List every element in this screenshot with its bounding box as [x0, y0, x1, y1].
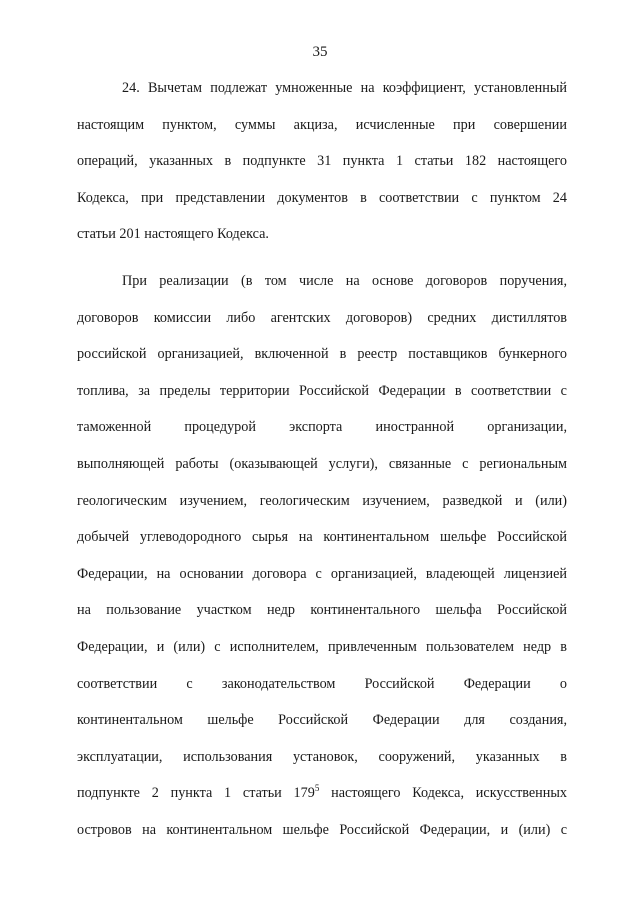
text-line: геологическим изучением, геологическим изучением, разведкой и (или): [77, 492, 567, 509]
text-line: настоящим пунктом, суммы акциза, исчисленные при совершении: [77, 116, 567, 133]
text-line: статьи 201 настоящего Кодекса.: [77, 226, 269, 243]
text-line: При реализации (в том числе на основе договоров поручения,: [122, 272, 567, 289]
text-line: топлива, за пределы территории Российской Федерации в соответствии с: [77, 382, 567, 399]
text-line: на пользование участком недр континентального шельфа Российской: [77, 602, 567, 619]
page-number: 35: [312, 44, 328, 60]
text-line: выполняющей работы (оказывающей услуги), связанные с региональным: [77, 455, 567, 472]
text-line: 24. Вычетам подлежат умноженные на коэффициент, установленный: [122, 80, 567, 96]
paragraph-24: [77, 70, 567, 253]
line-tail: настоящего Кодекса, искусственных: [319, 785, 567, 802]
paragraph-realization: [77, 263, 567, 849]
text-line: эксплуатации, использования установок, сооружений, указанных в: [77, 748, 567, 765]
text-line: таможенной процедурой экспорта иностранной организации,: [77, 419, 567, 436]
text-line-with-superscript: [77, 775, 567, 812]
text-line: операций, указанных в подпункте 31 пункта 1 статьи 182 настоящего: [77, 153, 567, 170]
text-line: Федерации, и (или) с исполнителем, привлеченным пользователем недр в: [77, 638, 567, 655]
text-line: континентальном шельфе Российской Федерации для создания,: [77, 712, 567, 729]
text-line: Кодекса, при представлении документов в соответствии с пунктом 24: [77, 189, 567, 206]
text-line: договоров комиссии либо агентских договоров) средних дистиллятов: [77, 309, 567, 326]
text-line: российской организацией, включенной в реестр поставщиков бункерного: [77, 346, 567, 363]
line-head: подпункте 2 пункта 1 статьи 179: [77, 785, 315, 802]
text-line: соответствии с законодательством Российской Федерации о: [77, 675, 567, 692]
superscript: 5: [314, 783, 320, 794]
text-line: Федерации, на основании договора с организацией, владеющей лицензией: [77, 565, 567, 582]
text-line: добычей углеводородного сырья на континентальном шельфе Российской: [77, 529, 567, 546]
document-body: [77, 70, 567, 848]
text-line: островов на континентальном шельфе Российской Федерации, и (или) с: [77, 821, 567, 838]
